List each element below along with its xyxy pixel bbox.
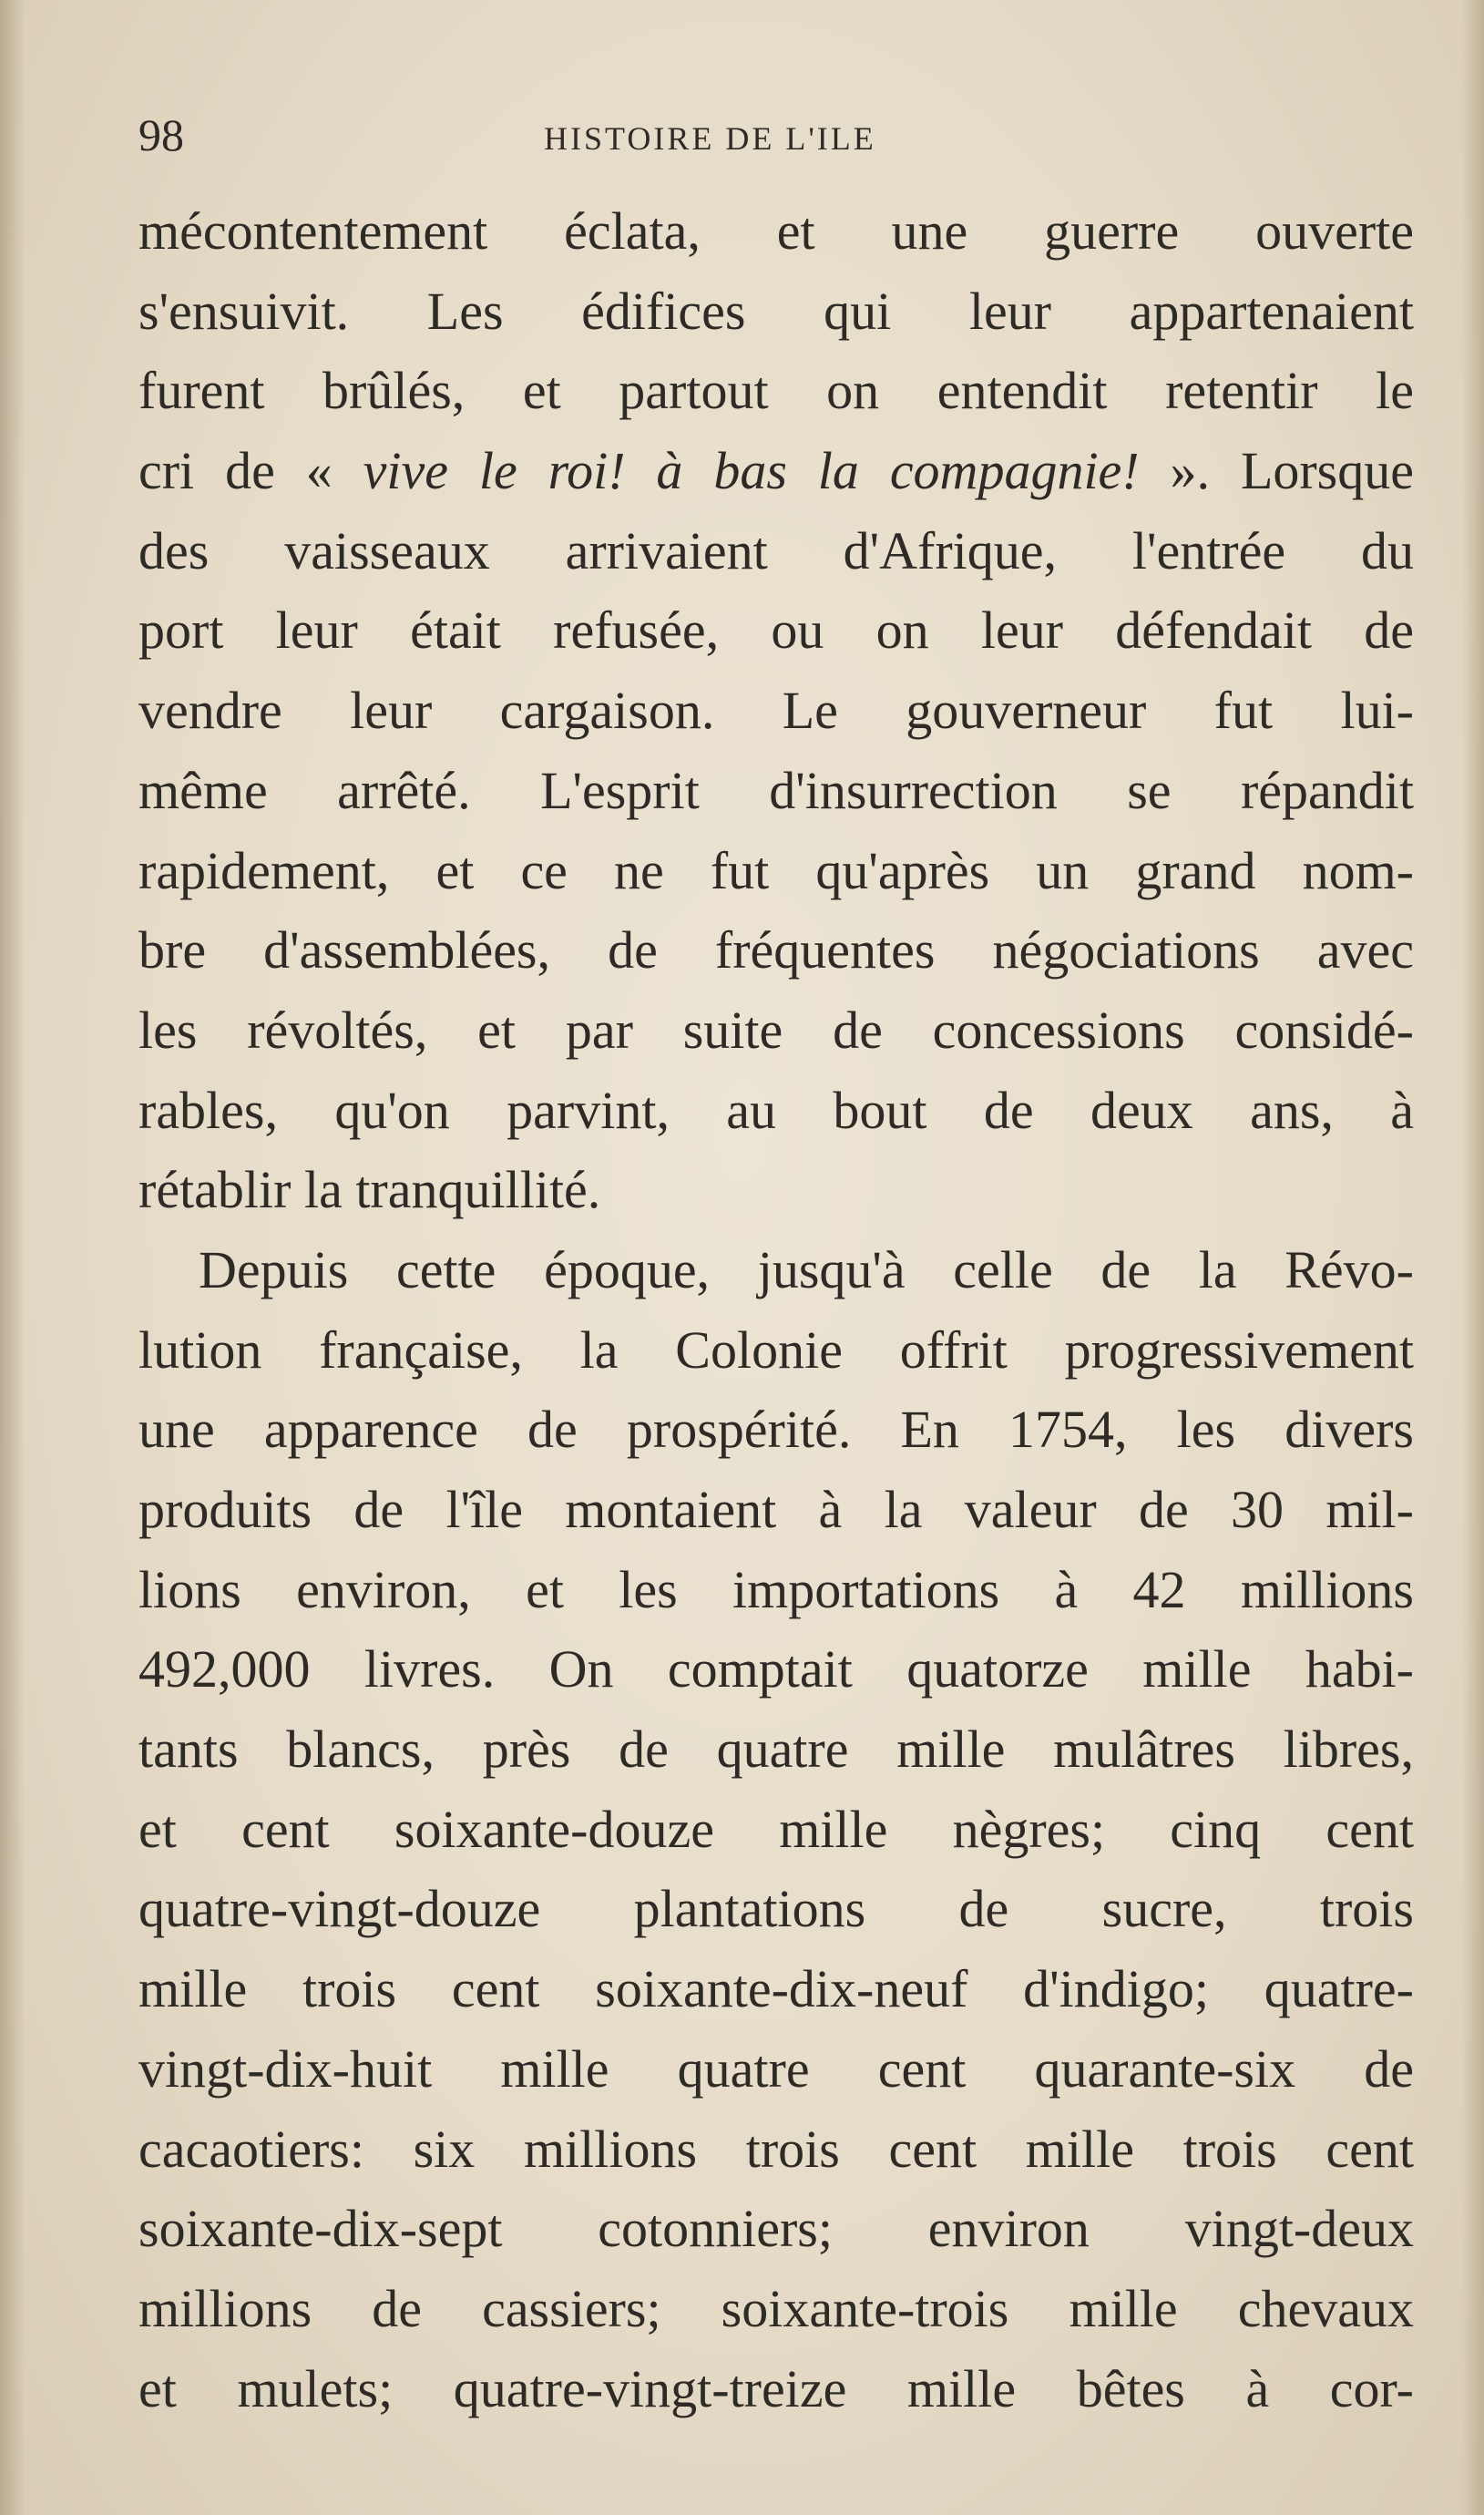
text-line: furent brûlés, et partout on entendit retentir le [138,361,1414,421]
paragraph-1 [138,191,1414,1230]
text-line: une apparence de prospérité. En 1754, les divers [138,1400,1414,1460]
text-line: les révoltés, et par suite de concessions considé- [138,1000,1414,1060]
body-text [138,191,1414,2428]
text-line: mécontentement éclata, et une guerre ouverte [138,201,1414,261]
text-line: produits de l'île montaient à la valeur de 30 mil- [138,1480,1414,1539]
paragraph-2 [138,1230,1414,2428]
text-line: 492,000 livres. On comptait quatorze mille habi- [138,1639,1414,1699]
text-line: tants blancs, près de quatre mille mulâtres libres, [138,1719,1414,1780]
text-line: rétablir la tranquillité. [138,1160,601,1220]
text-line: mille trois cent soixante-dix-neuf d'indigo; quatre- [138,1959,1414,2019]
text-line: millions de cassiers; soixante-trois mille chevaux [138,2278,1414,2338]
page-header [138,108,1414,162]
running-title: HISTOIRE DE L'ILE [544,120,876,157]
text-line: Depuis cette époque, jusqu'à celle de la Révo- [199,1239,1414,1299]
page-number: 98 [138,109,184,160]
italic-quote: vive le roi! à bas la compagnie! [363,441,1140,501]
text-line: rables, qu'on parvint, au bout de deux ans, à [138,1080,1414,1140]
text-line: même arrêté. L'esprit d'insurrection se répandit [138,760,1414,820]
text-line: quatre-vingt-douze plantations de sucre, trois [138,1879,1414,1939]
text-line: des vaisseaux arrivaient d'Afrique, l'entrée du [138,520,1414,580]
text-run: cri de « [138,441,363,501]
text-line [138,431,1414,511]
page-edge-right [1462,0,1484,2515]
text-line: cacaotiers: six millions trois cent mille trois cent [138,2119,1414,2179]
text-line: soixante-dix-sept cotonniers; environ vingt-deux [138,2199,1414,2259]
text-line: bre d'assemblées, de fréquentes négociations avec [138,920,1414,980]
text-run: ». Lorsque [1139,441,1414,501]
text-line: et mulets; quatre-vingt-treize mille bêtes à cor- [138,2358,1414,2418]
text-line: vendre leur cargaison. Le gouverneur fut lui- [138,681,1414,741]
text-line: port leur était refusée, ou on leur défendait de [138,601,1414,661]
page-edge-left [0,0,26,2515]
text-line: rapidement, et ce ne fut qu'après un grand nom- [138,840,1414,900]
text-line: s'ensuivit. Les édifices qui leur appartenaient [138,281,1414,341]
text-line: lions environ, et les importations à 42 millions [138,1559,1414,1619]
text-line: vingt-dix-huit mille quatre cent quarante-six de [138,2038,1414,2099]
text-line: lution française, la Colonie offrit progressivement [138,1319,1414,1380]
text-line: et cent soixante-douze mille nègres; cinq cent [138,1799,1414,1859]
